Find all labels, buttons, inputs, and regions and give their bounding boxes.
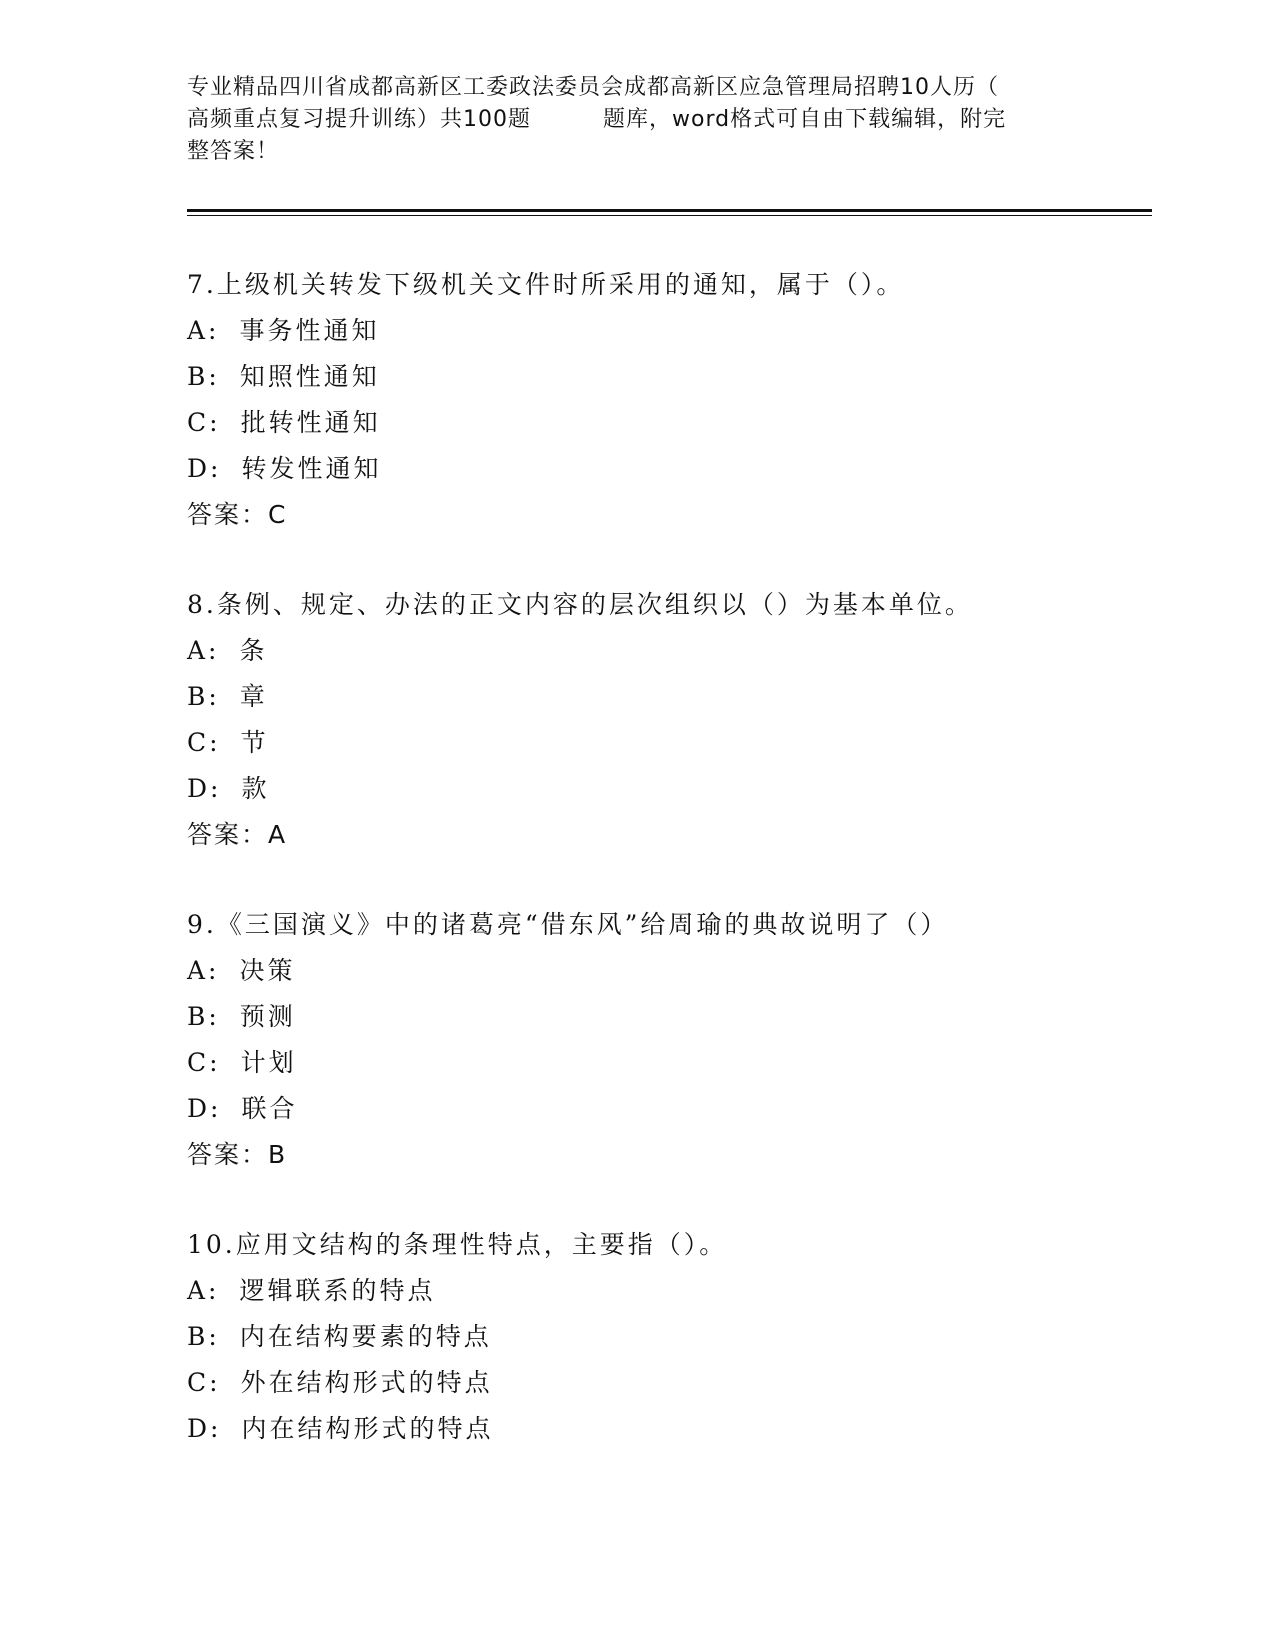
- option-a: A: 事务性通知: [187, 316, 380, 345]
- header-line-2-right: 题库，word格式可自由下载编辑，附完: [603, 107, 1007, 132]
- question-stem: 10.应用文结构的条理性特点，主要指（）。: [187, 1230, 728, 1259]
- option-d: D: 转发性通知: [187, 454, 382, 483]
- option-d: D: 款: [187, 774, 270, 803]
- option-c: C: 批转性通知: [187, 408, 381, 437]
- option-a: A: 决策: [187, 956, 296, 985]
- document-header: [187, 72, 1067, 168]
- question-stem: 8.条例、规定、办法的正文内容的层次组织以（）为基本单位。: [187, 590, 973, 619]
- header-line-2-left: 高频重点复习提升训练）共100题: [187, 107, 531, 132]
- option-b: B: 知照性通知: [187, 362, 380, 391]
- option-d: D: 内在结构形式的特点: [187, 1414, 494, 1443]
- header-line-3: 整答案！: [187, 139, 280, 164]
- question-7: [187, 262, 1147, 538]
- question-stem: 9.《三国演义》中的诸葛亮“借东风”给周瑜的典故说明了（）: [187, 910, 949, 939]
- option-d: D: 联合: [187, 1094, 298, 1123]
- option-a: A: 条: [187, 636, 268, 665]
- header-line-1: 专业精品四川省成都高新区工委政法委员会成都高新区应急管理局招聘10人历（: [187, 75, 999, 100]
- option-b: B: 内在结构要素的特点: [187, 1322, 492, 1351]
- question-9: [187, 902, 1147, 1178]
- question-10: [187, 1222, 1147, 1452]
- answer: 答案：B: [187, 1140, 288, 1169]
- question-stem: 7.上级机关转发下级机关文件时所采用的通知，属于（）。: [187, 270, 905, 299]
- option-c: C: 外在结构形式的特点: [187, 1368, 493, 1397]
- answer: 答案：A: [187, 820, 288, 849]
- header-divider-thin: [187, 215, 1152, 216]
- option-c: C: 计划: [187, 1048, 297, 1077]
- header-divider-thick: [187, 209, 1152, 212]
- answer: 答案：C: [187, 500, 288, 529]
- option-b: B: 预测: [187, 1002, 296, 1031]
- question-8: [187, 582, 1147, 858]
- header-line-2: [187, 104, 1067, 136]
- option-a: A: 逻辑联系的特点: [187, 1276, 436, 1305]
- option-c: C: 节: [187, 728, 269, 757]
- option-b: B: 章: [187, 682, 268, 711]
